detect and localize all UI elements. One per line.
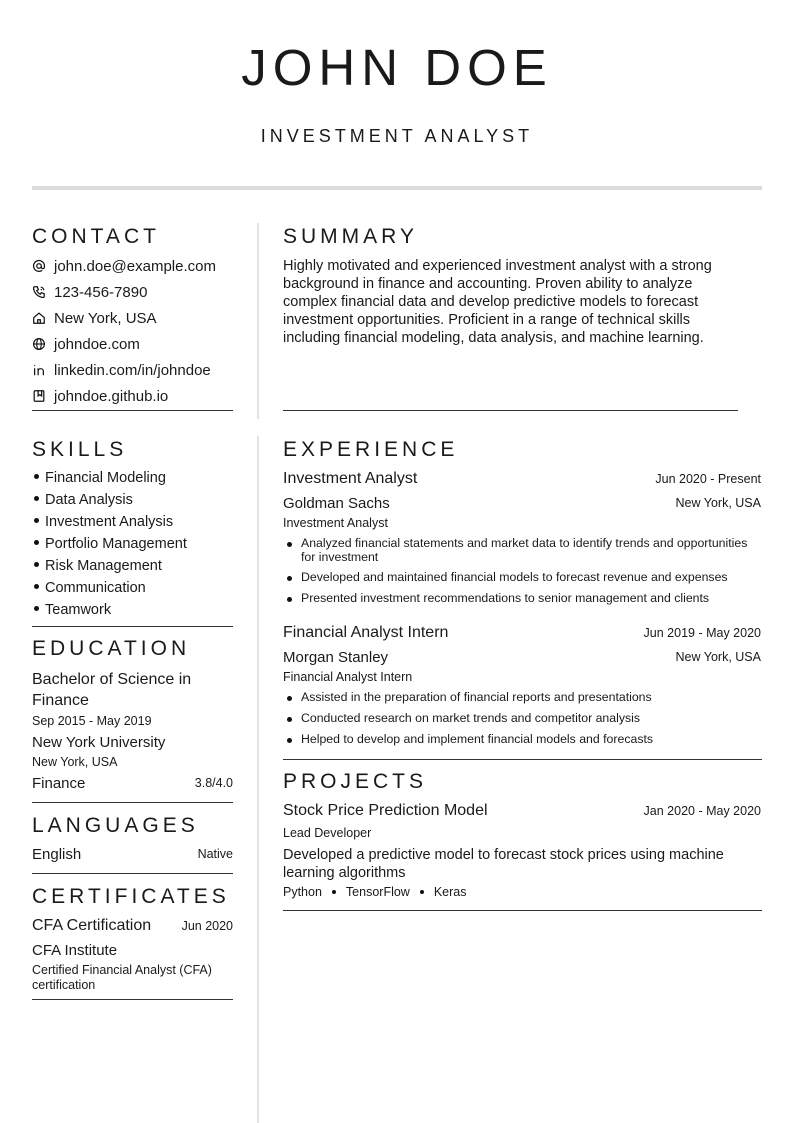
contact-section-title: CONTACT: [32, 225, 160, 248]
skill-item: Data Analysis: [32, 492, 133, 508]
job-bullet: Analyzed financial statements and market data to identify trends and opportunities for investment: [287, 536, 757, 564]
experience-divider: [283, 759, 762, 760]
globe-icon: [32, 337, 46, 351]
job-bullet: Conducted research on market trends and competitor analysis: [287, 711, 757, 725]
summary-divider: [283, 410, 738, 411]
job-role: Investment Analyst: [283, 470, 418, 487]
contact-location-text: New York, USA: [54, 309, 157, 327]
education-degree: Bachelor of Science in Finance: [32, 671, 192, 709]
column-divider-top: [257, 223, 259, 419]
certificates-section-title: CERTIFICATES: [32, 885, 230, 908]
project-name: Stock Price Prediction Model: [283, 802, 488, 819]
education-school: New York University: [32, 734, 166, 751]
languages-section-title: LANGUAGES: [32, 814, 199, 837]
language-level: Native: [197, 847, 233, 861]
project-tag: Python: [283, 885, 322, 899]
skill-item: Financial Modeling: [32, 470, 166, 486]
projects-divider: [283, 910, 762, 911]
languages-divider: [32, 873, 233, 874]
project-description: Developed a predictive model to forecast stock prices using machine learning algorithms: [283, 847, 724, 881]
skills-section-title: SKILLS: [32, 438, 128, 461]
job-location: New York, USA: [675, 496, 761, 510]
header-divider: [32, 186, 762, 190]
contact-email[interactable]: [32, 256, 216, 276]
job-subtitle: Financial Analyst Intern: [283, 670, 413, 684]
bookmark-icon: [32, 389, 46, 403]
projects-section-title: PROJECTS: [283, 770, 428, 793]
certificate-name: CFA Certification: [32, 917, 152, 934]
contact-linkedin[interactable]: [32, 360, 211, 380]
certificate-description: Certified Financial Analyst (CFA) certification: [32, 963, 212, 992]
job-dates: Jun 2019 - May 2020: [643, 626, 761, 640]
linkedin-icon: [32, 363, 46, 377]
language-name: English: [32, 846, 82, 863]
certificate-issuer: CFA Institute: [32, 942, 118, 959]
skill-item: Investment Analysis: [32, 514, 173, 530]
job-role: Financial Analyst Intern: [283, 624, 449, 641]
education-dates: Sep 2015 - May 2019: [32, 714, 152, 728]
education-location: New York, USA: [32, 755, 118, 769]
contact-location: [32, 308, 157, 328]
home-icon: [32, 311, 46, 325]
job-company: Goldman Sachs: [283, 495, 390, 512]
contact-github-text: johndoe.github.io: [54, 387, 169, 405]
job-location: New York, USA: [675, 650, 761, 664]
summary-text: Highly motivated and experienced investment analyst with a strong background in finance and accounting. Proven ability to analyze complex financial data and develop predictive models to forecast investment opportunities. Proficient in a range of technical skills including financial modeling, data analysis, and machine learning.: [283, 258, 712, 346]
candidate-headline: INVESTMENT ANALYST: [260, 126, 534, 146]
job-bullet: Developed and maintained financial models to forecast revenue and expenses: [287, 570, 757, 584]
contact-github[interactable]: [32, 386, 168, 406]
contact-website[interactable]: [32, 334, 140, 354]
contact-phone[interactable]: [32, 282, 147, 302]
contact-linkedin-text: linkedin.com/in/johndoe: [54, 361, 211, 379]
project-role: Lead Developer: [283, 826, 372, 840]
contact-email-text: john.doe@example.com: [54, 257, 216, 275]
summary-section-title: SUMMARY: [283, 225, 418, 248]
contact-website-text: johndoe.com: [54, 335, 140, 353]
skill-item: Risk Management: [32, 558, 162, 574]
skill-item: Teamwork: [32, 602, 111, 618]
at-icon: [32, 259, 46, 273]
project-tag: TensorFlow: [345, 885, 410, 899]
job-bullet: Presented investment recommendations to senior management and clients: [287, 591, 757, 605]
skill-item: Portfolio Management: [32, 536, 187, 552]
certificate-date: Jun 2020: [181, 919, 233, 933]
job-dates: Jun 2020 - Present: [655, 472, 761, 486]
skills-divider: [32, 626, 233, 627]
experience-section-title: EXPERIENCE: [283, 438, 459, 461]
phone-icon: [32, 285, 46, 299]
project-tags: [283, 885, 467, 899]
column-divider-bottom: [257, 436, 259, 1123]
education-field: Finance: [32, 775, 86, 792]
job-bullet: Helped to develop and implement financial models and forecasts: [287, 732, 757, 746]
job-bullet: Assisted in the preparation of financial reports and presentations: [287, 690, 757, 704]
education-gpa: 3.8/4.0: [194, 776, 233, 790]
certificates-divider: [32, 999, 233, 1000]
job-subtitle: Investment Analyst: [283, 516, 388, 530]
project-dates: Jan 2020 - May 2020: [643, 804, 761, 818]
job-company: Morgan Stanley: [283, 649, 389, 666]
contact-phone-text: 123-456-7890: [54, 283, 148, 301]
candidate-name: JOHN DOE: [241, 39, 553, 96]
education-section-title: EDUCATION: [32, 637, 191, 660]
skill-item: Communication: [32, 580, 146, 596]
contact-divider: [32, 410, 233, 411]
education-divider: [32, 802, 233, 803]
project-tag: Keras: [433, 885, 467, 899]
